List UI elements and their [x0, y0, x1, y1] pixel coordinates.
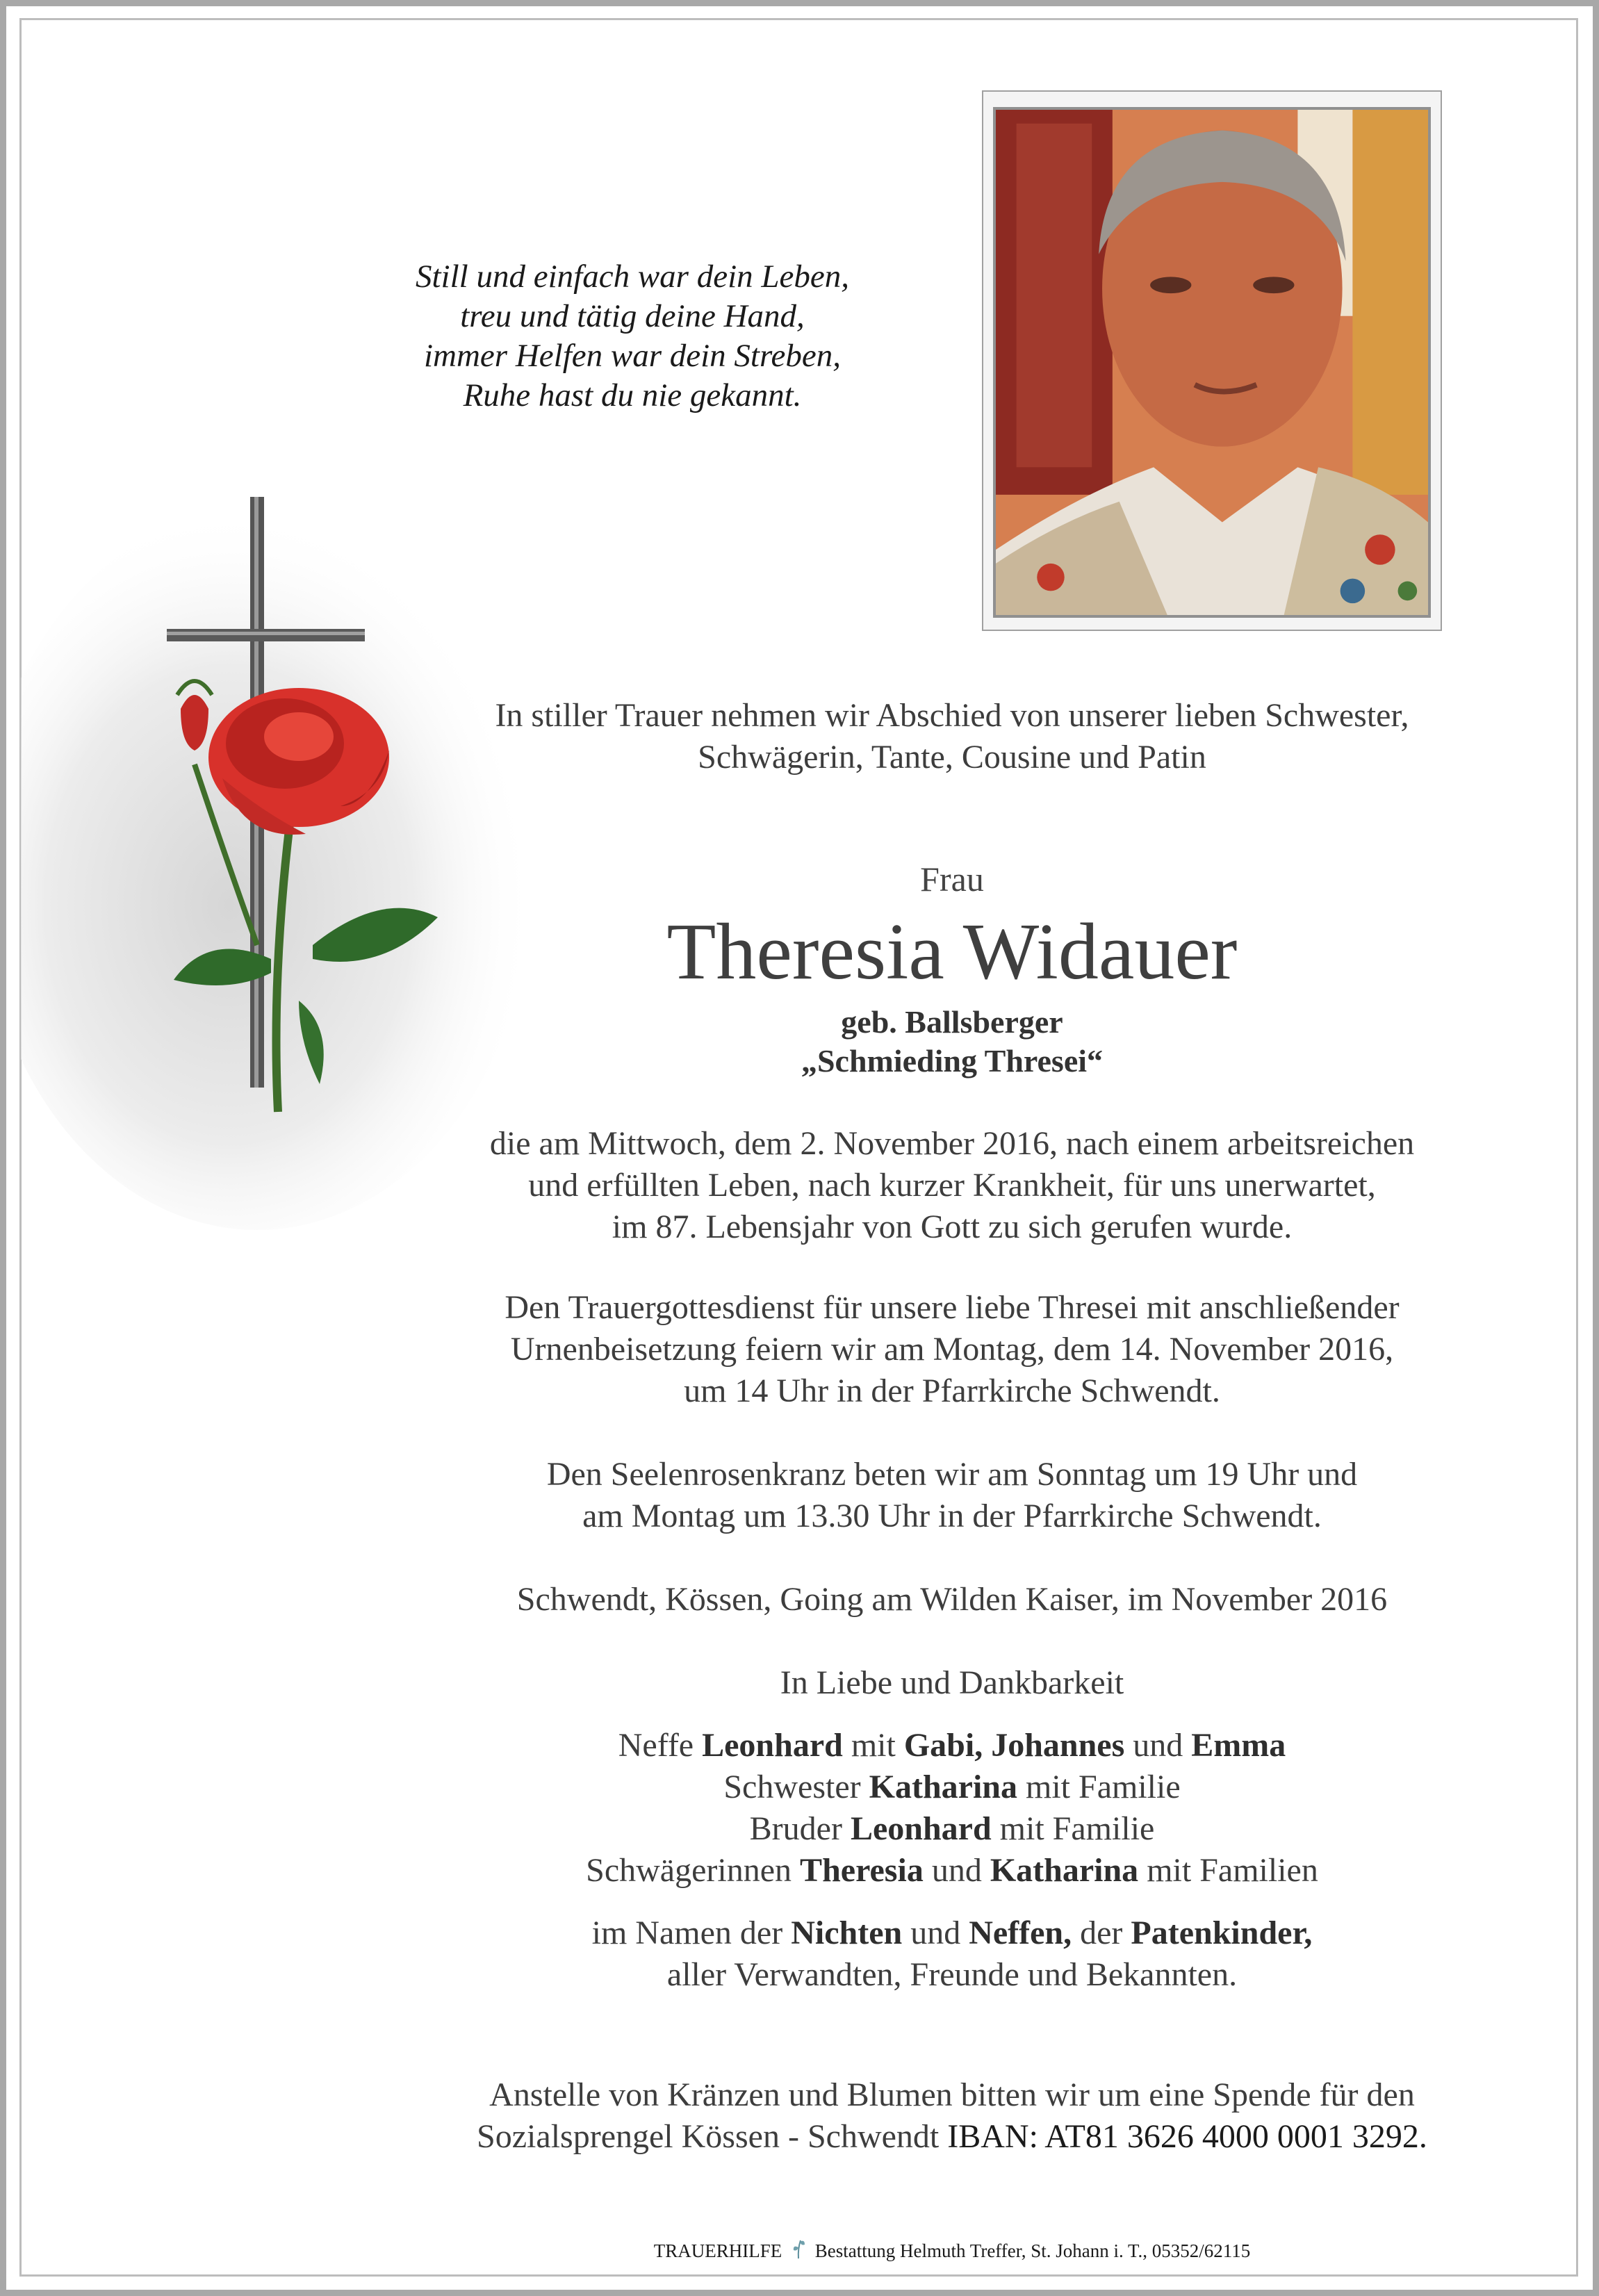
- mourner-name: Theresia: [800, 1852, 924, 1889]
- on-behalf-group: Nichten: [791, 1914, 903, 1951]
- on-behalf-line: [389, 1912, 1515, 1954]
- death-notice: [389, 1123, 1515, 1248]
- footer-details: Bestattung Helmuth Treffer, St. Johann i. T., 05352/62115: [814, 2240, 1251, 2261]
- mourners-list: [389, 1725, 1515, 1892]
- mourner-text: mit Familie: [991, 1810, 1155, 1847]
- portrait-frame: [982, 90, 1442, 631]
- rosary-line: am Montag um 13.30 Uhr in der Pfarrkirche Schwendt.: [582, 1498, 1322, 1534]
- mourner-text: mit Familien: [1138, 1852, 1318, 1889]
- donation-request: [389, 2074, 1515, 2158]
- death-notice-line: die am Mittwoch, dem 2. November 2016, nach einem arbeitsreichen: [489, 1125, 1415, 1162]
- rosary-line: Den Seelenrosenkranz beten wir am Sonntag um 19 Uhr und: [546, 1456, 1358, 1493]
- rosary-info: [389, 1454, 1515, 1537]
- donation-line: [389, 2116, 1515, 2158]
- poem: [389, 257, 876, 416]
- donation-line: Anstelle von Kränzen und Blumen bitten wir um eine Spende für den: [489, 2076, 1415, 2113]
- mourner-text: und: [1124, 1727, 1192, 1764]
- service-info: [389, 1287, 1515, 1412]
- place-date-line: Schwendt, Kössen, Going am Wilden Kaiser, im November 2016: [516, 1581, 1388, 1618]
- service-line: Urnenbeisetzung feiern wir am Montag, dem 14. November 2016,: [510, 1331, 1394, 1368]
- poem-line: Ruhe hast du nie gekannt.: [463, 377, 802, 413]
- on-behalf-group: Neffen,: [969, 1914, 1072, 1951]
- mourner-text: mit: [842, 1727, 904, 1764]
- mourner-line: [389, 1725, 1515, 1766]
- deceased-name: Theresia Widauer: [666, 908, 1238, 997]
- mourner-text: Neffe: [618, 1727, 703, 1764]
- place-date: [389, 1579, 1515, 1621]
- mourner-text: Schwester: [723, 1769, 869, 1805]
- mourner-name: Leonhard: [850, 1810, 992, 1847]
- on-behalf-of: [389, 1912, 1515, 1996]
- mourner-text: Bruder: [749, 1810, 851, 1847]
- birth-name: geb. Ballsberger: [841, 1004, 1063, 1040]
- on-behalf-line: aller Verwandten, Freunde und Bekannten.: [666, 1956, 1238, 1993]
- mourner-name: Emma: [1191, 1727, 1286, 1764]
- mourner-text: und: [923, 1852, 990, 1889]
- leaf-icon: [789, 2236, 807, 2260]
- mourner-text: mit Familie: [1017, 1769, 1181, 1805]
- intro-text: [389, 695, 1515, 778]
- poem-line: treu und tätig deine Hand,: [460, 298, 805, 334]
- poem-line: immer Helfen war dein Streben,: [423, 338, 841, 374]
- footer: [486, 2236, 1418, 2262]
- mourner-name: Gabi, Johannes: [903, 1727, 1125, 1764]
- footer-brand: TRAUERHILFE: [653, 2240, 782, 2261]
- poem-line: Still und einfach war dein Leben,: [416, 259, 849, 295]
- on-behalf-text: und: [902, 1914, 969, 1951]
- mourner-text: Schwägerinnen: [586, 1852, 801, 1889]
- portrait-photo: [993, 107, 1431, 618]
- closing: [389, 1662, 1515, 1704]
- on-behalf-group: Patenkinder,: [1131, 1914, 1313, 1951]
- mourner-line: [389, 1850, 1515, 1892]
- service-line: Den Trauergottesdienst für unsere liebe Thresei mit anschließender: [505, 1289, 1400, 1326]
- closing-line: In Liebe und Dankbarkeit: [780, 1664, 1124, 1701]
- death-notice-line: im 87. Lebensjahr von Gott zu sich gerufen wurde.: [612, 1208, 1293, 1245]
- donation-recipient: Sozialsprengel Kössen - Schwendt: [477, 2118, 948, 2155]
- mourner-line: [389, 1766, 1515, 1808]
- salutation: Frau: [920, 860, 984, 899]
- mourner-name: Katharina: [869, 1769, 1017, 1805]
- death-notice-line: und erfüllten Leben, nach kurzer Krankheit, für uns unerwartet,: [528, 1167, 1376, 1204]
- mourner-name: Katharina: [990, 1852, 1139, 1889]
- mourner-line: [389, 1808, 1515, 1850]
- service-line: um 14 Uhr in der Pfarrkirche Schwendt.: [684, 1372, 1220, 1409]
- on-behalf-text: der: [1072, 1914, 1131, 1951]
- iban: IBAN: AT81 3626 4000 0001 3292.: [947, 2118, 1427, 2155]
- intro-line: Schwägerin, Tante, Cousine und Patin: [698, 739, 1206, 776]
- mourner-name: Leonhard: [702, 1727, 843, 1764]
- intro-line: In stiller Trauer nehmen wir Abschied von unserer lieben Schwester,: [495, 697, 1409, 734]
- on-behalf-text: im Namen der: [591, 1914, 792, 1951]
- nickname: „Schmieding Thresei“: [801, 1043, 1104, 1079]
